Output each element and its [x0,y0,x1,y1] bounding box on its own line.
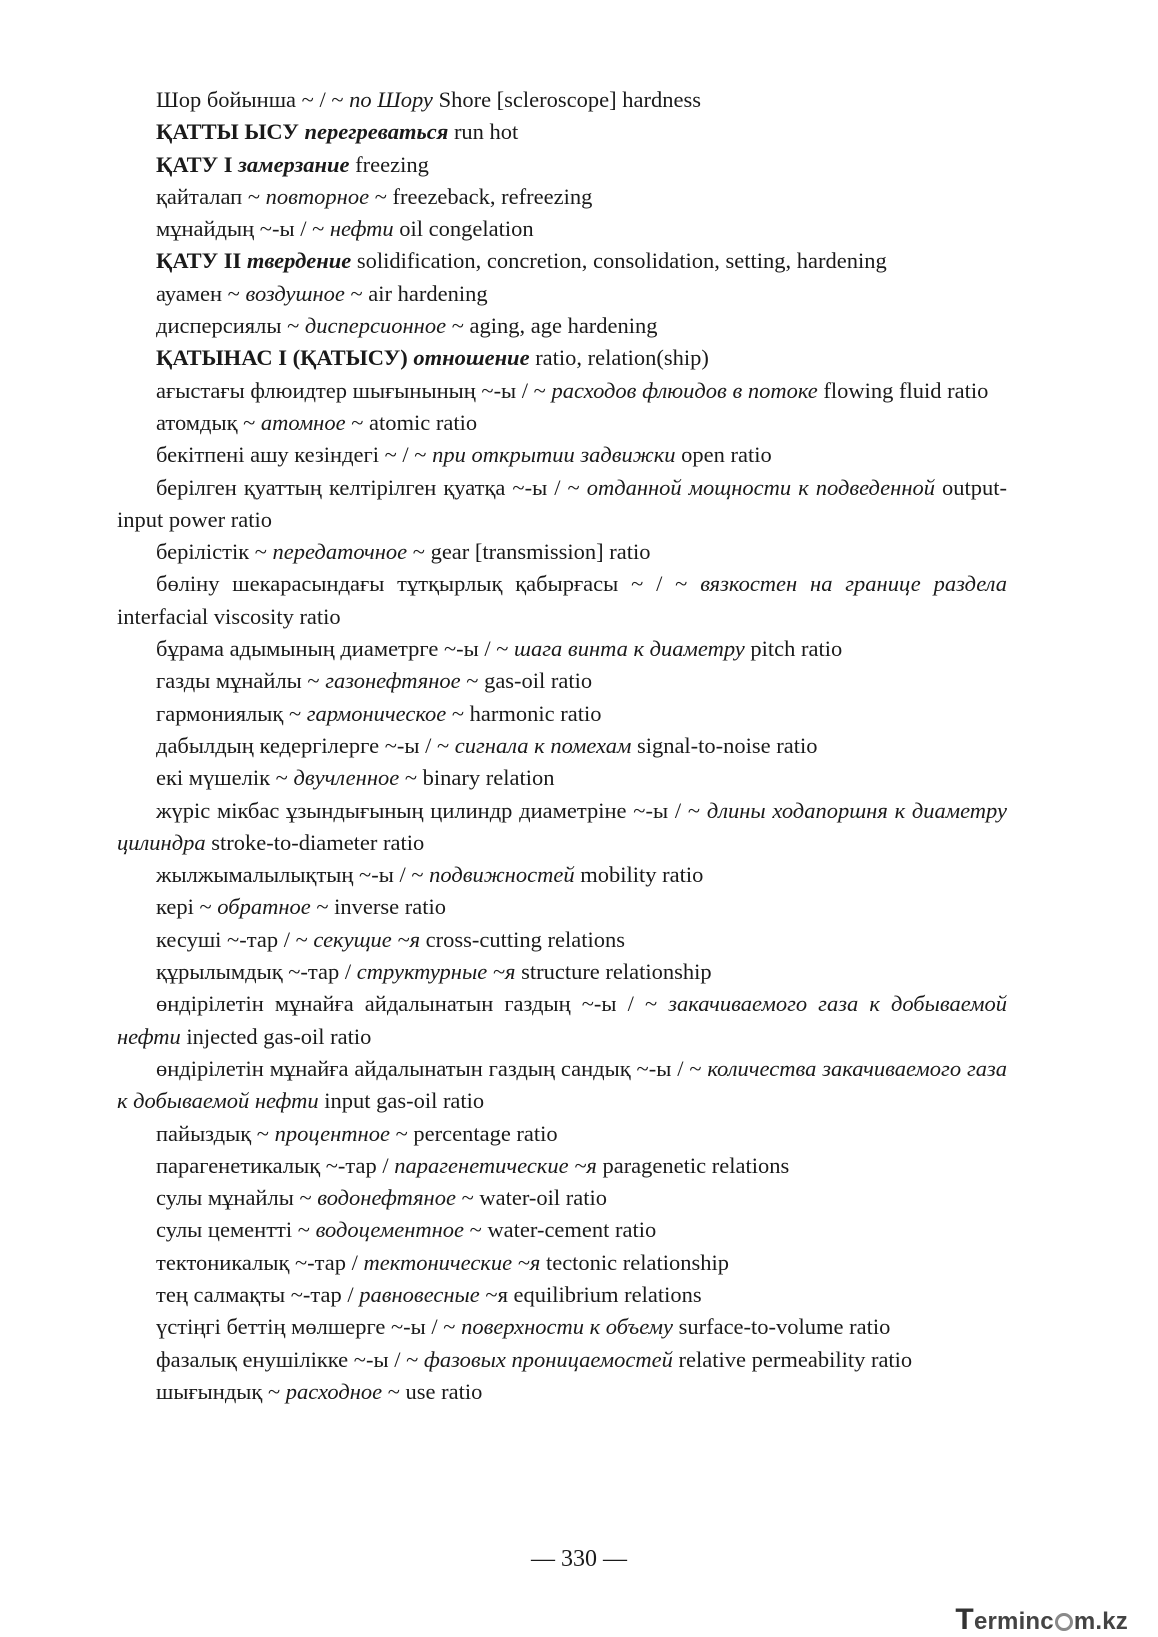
kazakh-headword: твердение [246,248,352,274]
entry-text: stroke-to-diameter ratio [205,829,425,855]
russian-term: двучленное [293,765,400,791]
russian-term: при открытии задвижки [432,442,676,468]
entry-text: берілістік ~ [156,539,273,565]
entry-text: кері ~ [156,894,218,920]
dictionary-entry [117,795,1007,860]
russian-term: подвижностей [429,862,575,888]
russian-term: длины ходапоршня к диаметру цилиндра [117,797,1007,855]
entry-text: екі мүшелік ~ [156,765,294,791]
russian-term: отданной мощности к подведенной [586,474,935,500]
kazakh-headword: замерзание [238,151,350,177]
entry-text: пайыздық ~ [156,1120,275,1146]
entry-text: output-input power ratio [117,474,1008,532]
entry-text: бекітпені ашу кезіндегі ~ / ~ [156,442,433,468]
russian-term: равновесные [359,1281,480,1307]
kazakh-headword: перегреваться [304,119,449,145]
entry-text: бұрама адымының диаметрге ~-ы / ~ [156,636,515,662]
russian-term: нефти [329,216,394,242]
entry-text: қайталап ~ [156,183,266,209]
entry-text: ~ use ratio [382,1378,483,1404]
entry-text: ~ binary relation [399,765,555,791]
russian-term: повторное [265,183,370,209]
site-watermark-logo [955,1603,1128,1637]
russian-term: структурные ~я [356,959,516,985]
dictionary-entry [117,762,1007,794]
entry-text: ~ atomic ratio [345,409,478,435]
dictionary-entry [117,342,1007,374]
entry-text: ~ air hardening [344,280,488,306]
dictionary-entry [117,149,1007,181]
dictionary-entry [117,1182,1007,1214]
russian-term: дисперсионное [304,313,447,339]
entry-text: ~ harmonic ratio [446,700,602,726]
russian-term: тектонические ~я [363,1249,541,1275]
russian-term: секущие ~я [313,926,421,952]
entry-text: input gas-oil ratio [318,1088,485,1114]
russian-term: расходное [285,1378,383,1404]
entry-text: өндірілетін мұнайға айдалынатын газдың сандық ~-ы / ~ [156,1055,708,1081]
russian-term: гармоническое [306,700,447,726]
russian-term: процентное [274,1120,390,1146]
kazakh-headword: отношение [413,345,530,371]
entry-text: ~ freezeback, refreezing [369,183,593,209]
kazakh-headword: ҚАТУ II [156,248,247,274]
russian-term: водоцементное [315,1217,465,1243]
russian-term: вязкостен на границе раздела [700,571,1007,597]
entry-text: flowing fluid ratio [817,377,989,403]
kazakh-headword: ҚАТТЫ ЫСУ [156,119,305,145]
entry-text: open ratio [675,442,772,468]
russian-term: поверхности к объему [461,1314,673,1340]
russian-term: атомное [260,409,346,435]
watermark-text-part1: erminc [973,1608,1054,1635]
russian-term: закачиваемого газа к добываемой нефти [117,991,1007,1049]
entry-text: бөліну шекарасындағы тұтқырлық қабырғасы ~ / ~ [156,571,701,597]
entry-text: фазалық енушілікке ~-ы / ~ [156,1346,424,1372]
russian-term: фазовых проницаемостей [423,1346,673,1372]
entry-text: cross-cutting relations [420,926,625,952]
entry-text: ~ gear [transmission] ratio [407,539,651,565]
entry-text: tectonic relationship [540,1249,730,1275]
dictionary-entry [117,698,1007,730]
dictionary-entry [117,1118,1007,1150]
entry-text: ~ water-cement ratio [464,1217,657,1243]
dictionary-entry [117,116,1007,148]
dictionary-entry [117,310,1007,342]
russian-term: расходов флюидов в потоке [551,377,818,403]
russian-term: воздушное [245,280,345,306]
dictionary-entry [117,988,1007,1053]
page-number: — 330 — [531,1546,627,1572]
dictionary-entry [117,439,1007,471]
entry-text: сулы цементті ~ [156,1217,316,1243]
dictionary-entry [117,1376,1007,1408]
entry-text: solidification, concretion, consolidation, setting, hardening [351,248,887,274]
dictionary-entry [117,1311,1007,1343]
entry-text: ~ inverse ratio [310,894,446,920]
entry-text: freezing [349,151,429,177]
dictionary-entry [117,1214,1007,1246]
russian-term: передаточное [272,539,408,565]
kazakh-headword: ҚАТУ I [156,151,239,177]
entry-text: ~ percentage ratio [389,1120,558,1146]
dictionary-entry [117,536,1007,568]
entry-text: жылжымалылықтың ~-ы / ~ [156,862,430,888]
entry-text: шығындық ~ [156,1378,286,1404]
dictionary-entry [117,568,1007,633]
entry-text: pitch ratio [744,636,843,662]
entry-text: гармониялық ~ [156,700,307,726]
dictionary-entry [117,213,1007,245]
kazakh-headword: ҚАТЫНАС I (ҚАТЫСУ) [156,345,414,371]
dictionary-entry [117,1344,1007,1376]
entry-text: өндірілетін мұнайға айдалынатын газдың ~-ы / ~ [156,991,669,1017]
entry-text: парагенетикалық ~-тар / [156,1152,395,1178]
entry-text: жүріс мікбас ұзындығының цилиндр диаметріне ~-ы / ~ [156,797,707,823]
entry-text: тең салмақты ~-тар / [156,1281,360,1307]
entry-text: oil congelation [393,216,534,242]
dictionary-entry [117,891,1007,923]
entry-text: тектоникалық ~-тар / [156,1249,364,1275]
russian-term: обратное [217,894,311,920]
dictionary-entry [117,1247,1007,1279]
entry-text: мұнайдың ~-ы / ~ [156,216,330,242]
entry-text: mobility ratio [574,862,704,888]
dictionary-entry [117,84,1007,116]
entry-text: run hot [448,119,519,145]
entry-text: ~ gas-oil ratio [460,668,593,694]
russian-term: шага винта к диаметру [514,636,745,662]
entry-text: relative permeability ratio [672,1346,913,1372]
dictionary-entry [117,956,1007,988]
dictionary-entry [117,278,1007,310]
watermark-text-part2: m.kz [1073,1608,1128,1635]
russian-term: сигнала к помехам [454,732,632,758]
watermark-lead-letter: T [955,1603,974,1636]
entry-text: ratio, relation(ship) [529,345,709,371]
dictionary-entry [117,730,1007,762]
entry-text: дабылдың кедергілерге ~-ы / ~ [156,732,455,758]
entry-text: structure relationship [515,959,712,985]
entry-text: signal-to-noise ratio [631,732,818,758]
russian-term: водонефтяное [317,1185,456,1211]
entry-text: құрылымдық ~-тар / [156,959,357,985]
dictionary-entries [117,84,1007,1408]
entry-text: Shore [scleroscope] hardness [432,87,701,112]
entry-text: surface-to-volume ratio [672,1314,891,1340]
entry-text: атомдық ~ [156,409,261,435]
entry-text: ағыстағы флюидтер шығынының ~-ы / ~ [156,377,552,403]
russian-term: парагенетические ~я [394,1152,597,1178]
dictionary-entry [117,665,1007,697]
entry-text: дисперсиялы ~ [156,313,305,339]
dictionary-entry [117,181,1007,213]
dictionary-entry [117,859,1007,891]
entry-text: interfacial viscosity ratio [117,603,341,629]
entry-text: үстіңгі беттің мөлшерге ~-ы / ~ [156,1314,462,1340]
dictionary-entry [117,472,1007,537]
entry-text: берілген қуаттың келтірілген қуатқа ~-ы / ~ [156,474,587,500]
entry-text: ~я equilibrium relations [479,1281,702,1307]
entry-text: сулы мұнайлы ~ [156,1185,318,1211]
russian-term: количества закачиваемого газа к добываемой нефти [117,1055,1008,1114]
dictionary-entry [117,633,1007,665]
entry-text: injected gas-oil ratio [180,1023,372,1049]
dictionary-entry [117,924,1007,956]
dictionary-entry [117,245,1007,277]
dictionary-entry [117,1053,1007,1118]
entry-text: газды мұнайлы ~ [156,668,326,694]
russian-term: по Шору [349,87,433,112]
dictionary-entry [117,1279,1007,1311]
russian-term: газонефтяное [325,668,461,694]
entry-text: ~ aging, age hardening [446,313,658,339]
entry-text: кесуші ~-тар / ~ [156,926,314,952]
watermark-o-ring-icon [1055,1613,1073,1631]
dictionary-entry [117,407,1007,439]
dictionary-entry [117,375,1007,407]
entry-text: ауамен ~ [156,280,246,306]
entry-text: ~ water-oil ratio [455,1185,607,1211]
entry-text: Шор бойынша ~ / ~ [156,87,350,112]
dictionary-entry [117,1150,1007,1182]
entry-text: paragenetic relations [596,1152,790,1178]
